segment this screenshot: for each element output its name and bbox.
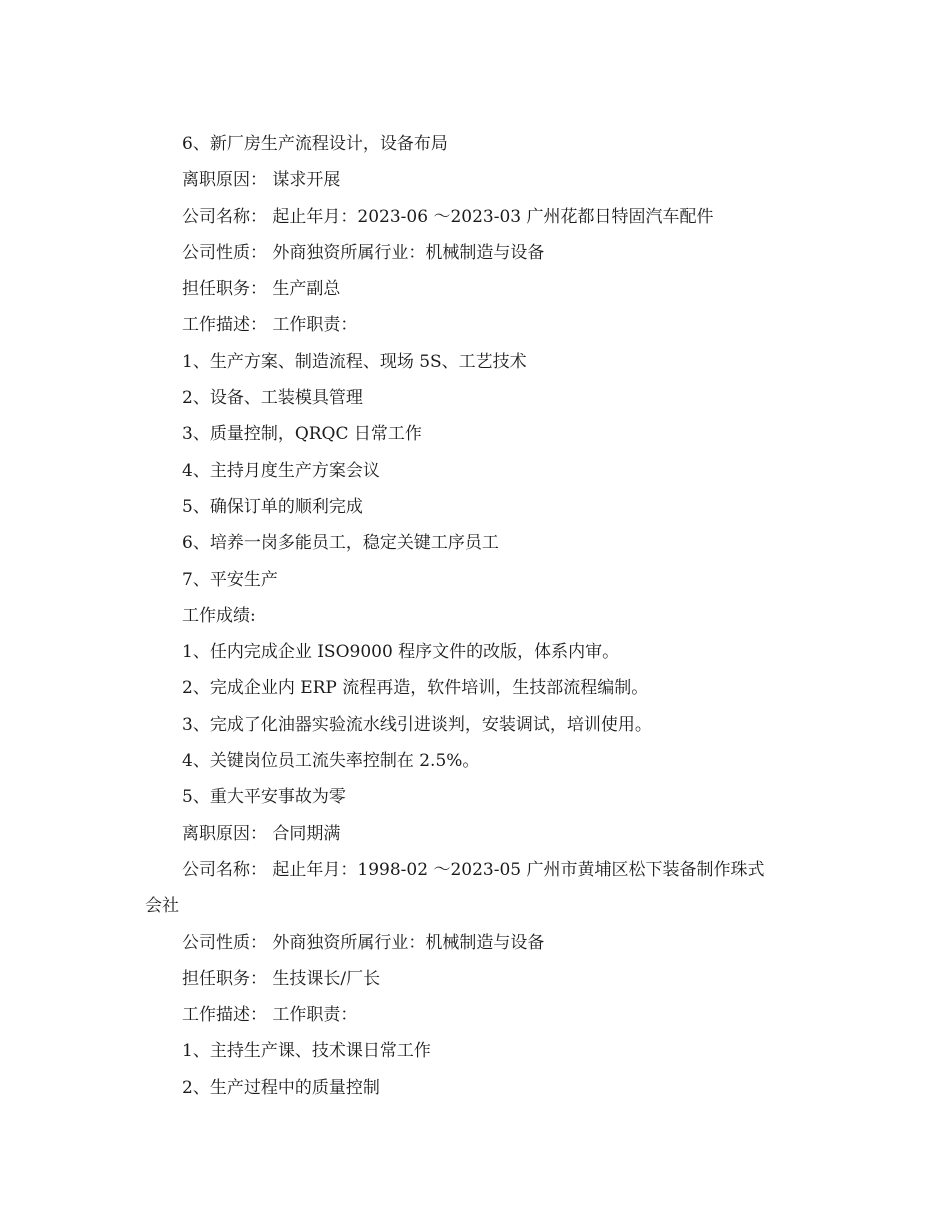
text-line: 工作描述： 工作职责：: [182, 1005, 358, 1026]
text-line-continuation: 会社: [145, 896, 179, 917]
text-line: 公司名称： 起止年月：2023-06 ～2023-03 广州花都日特固汽车配件: [182, 206, 714, 227]
text-line: 公司性质： 外商独资所属行业：机械制造与设备: [182, 242, 545, 263]
text-line: 担任职务： 生技课长/厂长: [182, 968, 381, 989]
text-line: 离职原因： 合同期满: [182, 823, 341, 844]
text-line: 2、生产过程中的质量控制: [182, 1077, 380, 1098]
text-line: 3、质量控制，QRQC 日常工作: [182, 424, 422, 445]
text-line: 1、主持生产课、技术课日常工作: [182, 1041, 431, 1062]
text-line: 2、设备、工装模具管理: [182, 388, 363, 409]
text-line: 公司性质： 外商独资所属行业：机械制造与设备: [182, 932, 545, 953]
text-line: 4、关键岗位员工流失率控制在 2.5%。: [182, 751, 480, 772]
resume-body: [145, 126, 815, 1106]
text-line: 3、完成了化油器实验流水线引进谈判，安装调试，培训使用。: [182, 714, 652, 735]
text-line: 4、主持月度生产方案会议: [182, 460, 380, 481]
text-line: 6、新厂房生产流程设计，设备布局: [182, 134, 448, 154]
text-line: 离职原因： 谋求开展: [182, 170, 341, 191]
text-line: 5、重大平安事故为零: [182, 787, 346, 808]
text-line: 6、培养一岗多能员工，稳定关键工序员工: [182, 533, 499, 554]
text-line: 公司名称： 起止年月：1998-02 ～2023-05 广州市黄埔区松下装备制作珠式: [182, 859, 765, 880]
text-line: 工作描述： 工作职责：: [182, 315, 358, 336]
text-line: 1、生产方案、制造流程、现场 5S、工艺技术: [182, 351, 527, 372]
text-line: 1、任内完成企业 ISO9000 程序文件的改版，体系内审。: [182, 642, 620, 663]
text-line: 7、平安生产: [182, 569, 278, 590]
text-line: 5、确保订单的顺利完成: [182, 496, 363, 517]
text-line: 担任职务： 生产副总: [182, 279, 341, 300]
text-line: 2、完成企业内 ERP 流程再造，软件培训，生技部流程编制。: [182, 678, 649, 699]
text-line: 工作成绩:: [182, 605, 256, 626]
